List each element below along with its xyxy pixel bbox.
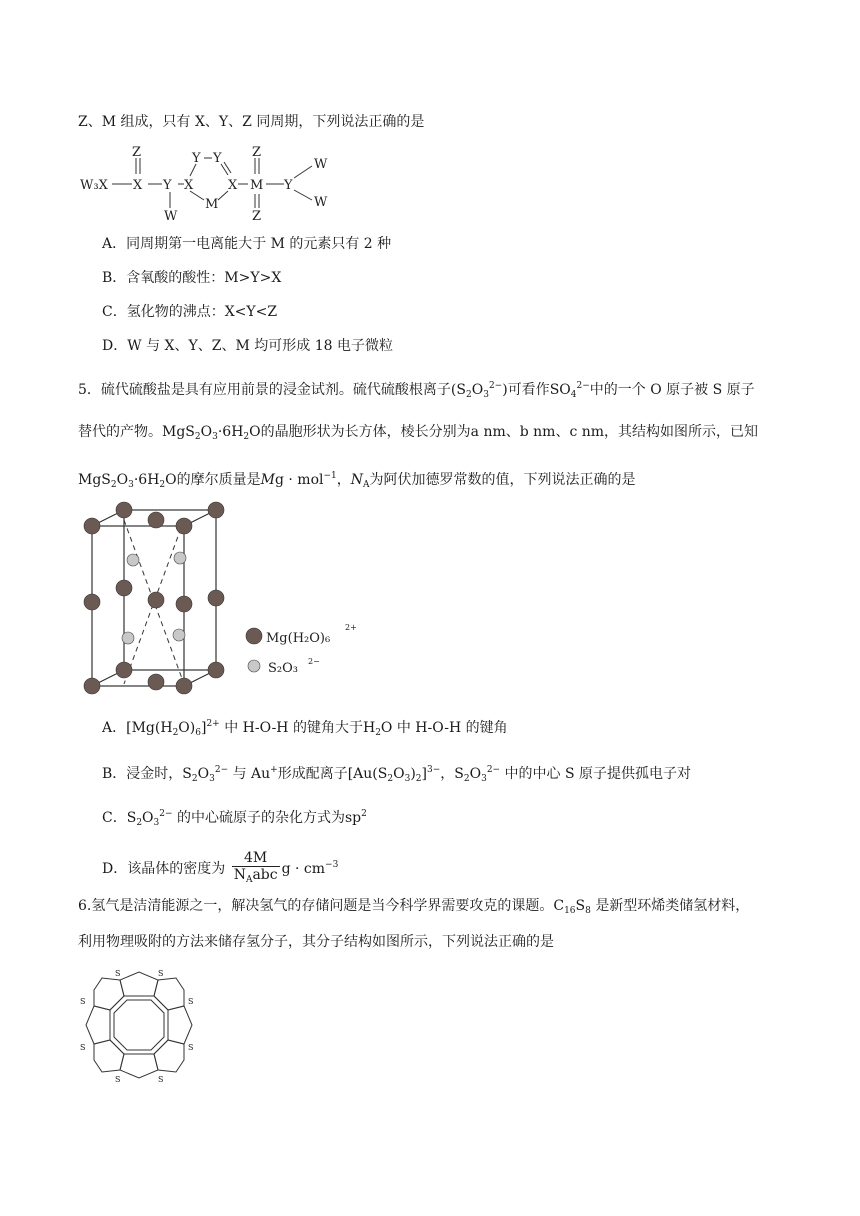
q4-intro: Z、M 组成，只有 X、Y、Z 同周期，下列说法正确的是 [78, 114, 425, 130]
mg-ion-atom [84, 594, 100, 610]
mg-ion-atom [176, 596, 192, 612]
legend-mg-swatch [246, 628, 262, 644]
sulfur-label: S [158, 969, 164, 978]
density-fraction: 4M $N_Aabc$ [233, 850, 278, 885]
mg-ion-atom [148, 512, 164, 528]
q4-option-d: D．W 与 X、Y、Z、M 均可形成 18 电子微粒 [102, 338, 393, 354]
m-label: M [205, 197, 219, 212]
q4-option-c: C．氢化物的沸点：X<Y<Z [102, 304, 278, 320]
z-label: Z [132, 145, 142, 160]
sulfur-label: S [80, 997, 86, 1006]
sulfur-label: S [188, 1043, 194, 1052]
y-label: Y [163, 178, 172, 193]
mg-ion-atom [84, 678, 100, 694]
q5-line3: $MgS_2O_3\cdot 6H_2O$的摩尔质量是Mg · mol$^{-1}$，$N_A$为阿伏加德罗常数的值，下列说法正确的是 [78, 471, 636, 490]
m-label: M [250, 178, 264, 193]
mg-ion-atom [148, 592, 164, 608]
c16s8-molecule-diagram [74, 960, 204, 1090]
mg-ion-atom [148, 674, 164, 690]
mg-ion-atom [208, 502, 224, 518]
sulfur-label: S [115, 969, 121, 978]
mg-ion-atom [208, 662, 224, 678]
legend-s2o3-swatch [248, 660, 260, 672]
sulfur-label: S [80, 1043, 86, 1052]
w-label: W [164, 209, 178, 224]
mg-ion-atom [176, 518, 192, 534]
x-label: X [228, 178, 238, 193]
mg-ion-atom [84, 518, 100, 534]
y-label: Y [213, 151, 222, 166]
mg-ion-atom [208, 590, 224, 606]
z-label: Z [252, 209, 262, 224]
q6-line2: 利用物理吸附的方法来储存氢分子，其分子结构如图所示，下列说法正确的是 [78, 934, 554, 950]
legend-s2o3-label: S₂O₃ [268, 661, 298, 676]
q4-structure-diagram [78, 144, 348, 224]
x-label: X [133, 178, 143, 193]
mg-ion-atom [176, 678, 192, 694]
q5-line2: 替代的产物。$MgS_2O_3\cdot 6H_2O$的晶胞形状为长方体，棱长分别为a nm、b nm、c nm，其结构如图所示，已知 [78, 424, 759, 442]
mg-ion-atom [116, 662, 132, 678]
sulfur-label: S [188, 997, 194, 1006]
q5-option-c: C．$S_2O_3^{2-}$ 的中心硫原子的杂化方式为$sp^2$ [102, 809, 367, 828]
unit-cell-diagram [78, 500, 378, 700]
w-label: W [314, 157, 328, 172]
sulfur-label: S [158, 1075, 164, 1084]
y-label: Y [192, 151, 201, 166]
mg-ion-atom [116, 580, 132, 596]
y-label: Y [284, 178, 293, 193]
mg-ion-atom [116, 502, 132, 518]
w3x-label: W₃X [80, 178, 108, 193]
q5-option-d: D．该晶体的密度为 4M $N_Aabc$ $g \cdot cm^{-3}$ [102, 850, 338, 888]
q4-option-a: A．同周期第一电离能大于 M 的元素只有 2 种 [102, 236, 392, 252]
s2o3-ion-atom [173, 629, 185, 641]
q5-line1: 5．硫代硫酸盐是具有应用前景的浸金试剂。硫代硫酸根离子$(S_2O_3^{2-})$可看作$SO_4^{2-}$中的一个 O 原子被 S 原子 [78, 381, 755, 400]
legend-s2o3-charge: 2− [308, 657, 320, 666]
legend-mg-label: Mg(H₂O)₆ [266, 631, 331, 646]
x-label: X [184, 178, 194, 193]
z-label: Z [252, 145, 262, 160]
q4-option-b: B．含氧酸的酸性：M>Y>X [102, 270, 282, 286]
q6-line1: 6.氢气是洁清能源之一，解决氢气的存储问题是当今科学界需要攻克的课题。$C_{16}S_8$ 是新型环烯类储氢材料， [78, 898, 750, 916]
legend-mg-charge: 2+ [345, 623, 357, 632]
w-label: W [314, 195, 328, 210]
q5-option-a: A．$[Mg(H_2O)_6]^{2+}$ 中 H-O-H 的键角大于$H_2O$ 中 H-O-H 的键角 [102, 719, 508, 738]
s2o3-ion-atom [174, 552, 186, 564]
s2o3-ion-atom [127, 554, 139, 566]
s2o3-ion-atom [122, 632, 134, 644]
sulfur-label: S [115, 1075, 121, 1084]
q5-option-b: B．浸金时，$S_2O_3^{2-}$ 与 Au+形成配离子$[Au(S_2O_3)_2]^{3-}$，$S_2O_3^{2-}$ 中的中心 S 原子提供孤电子对 [102, 765, 692, 784]
